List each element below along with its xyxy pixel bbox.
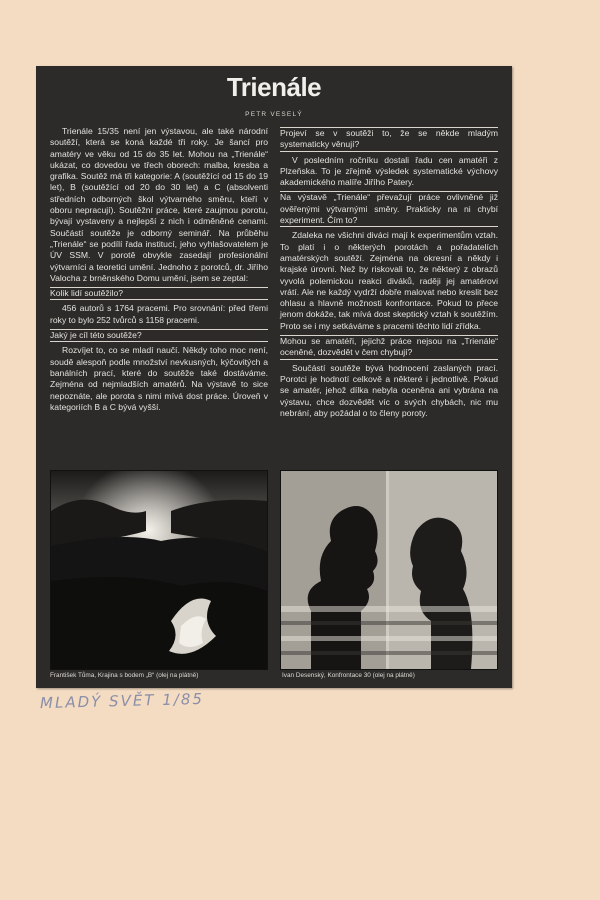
paragraph: Trienále 15/35 není jen výstavou, ale také národní soutěží, která se koná každé tři roky. Je šancí pro amatéry ve věku od 15 do 35 let. Mohou na „Trienále“ ukázat, co dovedou ve třech oborech: malba, kresba a grafika. Soutěž má tři kategorie: A (soutěžící od 15 do 19 let), B (soutěžící od 20 do 30 let) a C (absolventi středních odborných škol výtvarného směru, kteří v oboru nepracují). Soutěžní práce, které zaujmou porotu, bývají vystaveny a nejlepší z nich i odměněné cenami. Součástí soutěže je odborný seminář. Na průběhu „Trienále“ se podílí řada institucí, jeho vyhlašovatelem je ÚV SSM. V porotě obvykle zasedají profesionální výtvarníci a teoretici umění. Jednoho z porotců, dr. Jiřího Valocha z brněnského Domu umění, jsem se zeptal: bbox=[50, 126, 268, 283]
interview-question: Projeví se v soutěži to, že se někde mladým systematicky věnují? bbox=[280, 127, 498, 152]
right-text-column bbox=[280, 126, 498, 422]
paragraph: V posledním ročníku dostali řadu cen amatéři z Plzeňska. To je zřejmě výsledek systematické výchovy akademického malíře Jiřího Patery. bbox=[280, 154, 498, 188]
handwritten-source-note: MLADÝ SVĚT 1/85 bbox=[39, 689, 205, 713]
landscape-painting-icon bbox=[51, 471, 267, 669]
paragraph: Součástí soutěže bývá hodnocení zaslaných prací. Porotci je hodnotí celkově a některé i jednotlivě. Pokud se amatér, jehož dílka nebyla oceněna ani vybrána na výstavu, chce dozvědět víc o svých chybách, nic mu nebrání, aby požádal o to členy poroty. bbox=[280, 362, 498, 418]
interview-question: Na výstavě „Trienále“ převažují práce ovlivněné již ověřenými výtvarnými směry. Prakticky na ni chybí experiment. Čím to? bbox=[280, 191, 498, 227]
image-caption: František Tůma, Krajina s bodem „B“ (olej na plátně) bbox=[50, 672, 199, 679]
newspaper-clipping bbox=[36, 66, 512, 688]
landscape-painting-image bbox=[50, 470, 268, 670]
paragraph: Zdaleka ne všichni diváci mají k experimentům vztah. To platí i o některých porotách a pořadatelích amatérských soutěží. Zejména na okresní a někdy i krajské úrovni. Než by riskovali to, že některý z obrazů vyvolá polemickou reakci diváků, raději jej amatérovi vrátí. Ale ne každý vydrží dobře malovat nebo kreslit bez ohlasu a hlavně možnosti konfrontace. Pokud to přece jenom dokáže, tak mívá dost skeptický vztah k soutěžím. Proto se i my setkáváme s pracemi těchto lidí zřídka. bbox=[280, 230, 498, 331]
profiles-painting-icon bbox=[281, 471, 497, 669]
interview-question: Jaký je cíl této soutěže? bbox=[50, 329, 268, 342]
paragraph: 456 autorů s 1764 pracemi. Pro srovnání: před třemi roky to bylo 252 tvůrců s 1158 pracemi. bbox=[50, 303, 268, 325]
interview-question: Kolik lidí soutěžilo? bbox=[50, 287, 268, 300]
article-title: Trienále bbox=[226, 72, 322, 102]
article-byline: PETR VESELÝ bbox=[245, 111, 303, 118]
paragraph: Rozvíjet to, co se mladí naučí. Někdy toho moc není, soudě alespoň podle množství nevkusných, kýčovitých a banálních prací, které do soutěže také dostáváme. Zejména od nejmladších amatérů. Na výstavě to sice nepoznáte, ale porota s nimi mívá dost práce. Úroveň v kategoriích B a C bývá vyšší. bbox=[50, 345, 268, 412]
interview-question: Mohou se amatéři, jejichž práce nejsou na „Trienále“ oceněné, dozvědět v čem chybují? bbox=[280, 335, 498, 360]
image-caption: Ivan Desenský, Konfrontace 30 (olej na plátně) bbox=[282, 672, 415, 679]
profiles-painting-image bbox=[280, 470, 498, 670]
left-text-column bbox=[50, 126, 268, 416]
